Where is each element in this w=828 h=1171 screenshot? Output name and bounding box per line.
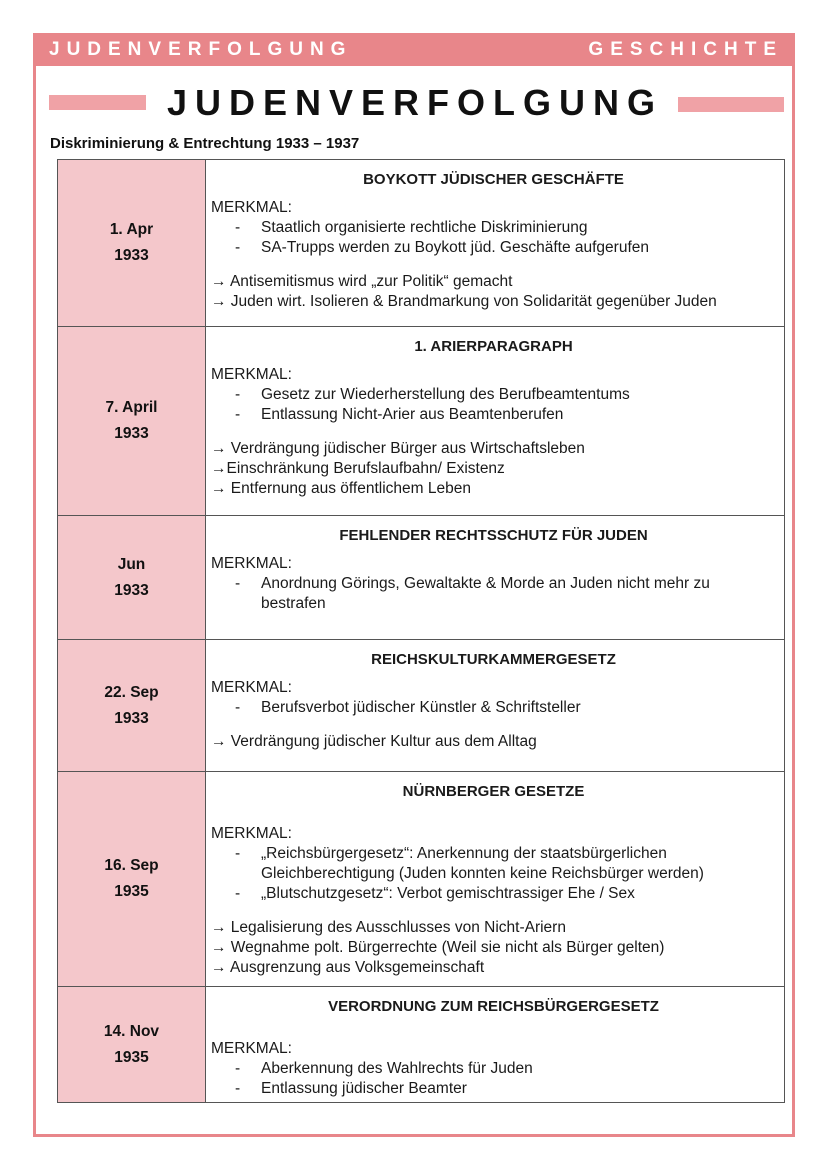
date-label: 16. Sep — [104, 857, 159, 874]
result-item: → Verdrängung jüdischer Kultur aus dem Alltag — [211, 733, 537, 750]
bullet-item: - Entlassung Nicht-Arier aus Beamtenberufen — [235, 406, 564, 423]
result-item: → Legalisierung des Ausschlusses von Nicht-Ariern — [211, 919, 566, 936]
bullet-item: - Entlassung jüdischer Beamter — [235, 1080, 467, 1097]
result-item: → Ausgrenzung aus Volksgemeinschaft — [211, 959, 485, 976]
bullet-item: - „Reichsbürgergesetz“: Anerkennung der staatsbürgerlichen Gleichberechtigung (Juden konnten keine Reichsbürger werden) — [235, 845, 704, 882]
result-item: → Juden wirt. Isolieren & Brandmarkung von Solidarität gegenüber Juden — [211, 293, 717, 310]
table-row — [58, 160, 784, 327]
date-label: 14. Nov — [103, 1022, 160, 1040]
date-cell — [58, 987, 206, 1102]
result-item: → Verdrängung jüdischer Bürger aus Wirtschaftsleben — [211, 440, 585, 457]
entry-heading: REICHSKULTURKAMMERGESETZ — [371, 651, 616, 668]
header-right: GESCHICHTE — [588, 39, 783, 60]
timeline-table — [57, 159, 785, 1103]
year-label: 1933 — [114, 425, 149, 442]
content-cell — [206, 772, 784, 986]
date-cell — [58, 160, 206, 326]
year-label: 1933 — [114, 247, 149, 264]
feature-label: MERKMAL: — [211, 555, 292, 572]
table-row — [58, 640, 784, 772]
entry-heading: NÜRNBERGER GESETZE — [402, 783, 585, 800]
bullet-item: - Berufsverbot jüdischer Künstler & Schriftsteller — [235, 699, 581, 716]
result-item: → Wegnahme polt. Bürgerrechte (Weil sie nicht als Bürger gelten) — [211, 939, 665, 956]
year-label: 1933 — [114, 709, 149, 727]
table-row — [58, 987, 784, 1102]
date-label: 22. Sep — [104, 683, 159, 701]
entry-heading: BOYKOTT JÜDISCHER GESCHÄFTE — [363, 171, 624, 188]
bullet-item: - Staatlich organisierte rechtliche Diskriminierung — [235, 219, 588, 236]
year-label: 1935 — [114, 1048, 149, 1066]
bullet-item: - Anordnung Görings, Gewaltakte & Morde an Juden nicht mehr zu bestrafen — [235, 575, 710, 612]
header-bar — [33, 33, 795, 66]
date-label: 1. Apr — [109, 221, 154, 238]
table-row — [58, 772, 784, 987]
result-item: → Entfernung aus öffentlichem Leben — [211, 480, 471, 497]
feature-label: MERKMAL: — [211, 366, 292, 383]
feature-label: MERKMAL: — [211, 199, 292, 216]
year-label: 1933 — [114, 581, 149, 599]
feature-label: MERKMAL: — [211, 679, 292, 696]
bullet-item: - Gesetz zur Wiederherstellung des Berufbeamtentums — [235, 386, 630, 403]
entry-heading: 1. ARIERPARAGRAPH — [414, 338, 573, 355]
result-item: → Antisemitismus wird „zur Politik“ gemacht — [211, 273, 513, 290]
bullet-item: - „Blutschutzgesetz“: Verbot gemischtrassiger Ehe / Sex — [235, 885, 635, 902]
date-cell — [58, 772, 206, 986]
date-cell — [58, 516, 206, 639]
table-row — [58, 516, 784, 640]
result-item: →Einschränkung Berufslaufbahn/ Existenz — [211, 460, 505, 477]
title-decoration-left — [49, 95, 146, 110]
content-cell — [206, 327, 784, 515]
date-cell — [58, 640, 206, 771]
page-title: JUDENVERFOLGUNG — [166, 82, 664, 123]
bullet-item: - SA-Trupps werden zu Boykott jüd. Geschäfte aufgerufen — [235, 239, 649, 256]
content-cell — [206, 987, 784, 1102]
entry-heading: VERORDNUNG ZUM REICHSBÜRGERGESETZ — [328, 998, 659, 1015]
date-label: 7. April — [105, 399, 158, 416]
header-left: JUDENVERFOLGUNG — [49, 39, 353, 60]
content-cell — [206, 640, 784, 771]
table-row — [58, 327, 784, 516]
bullet-item: - Aberkennung des Wahlrechts für Juden — [235, 1060, 533, 1077]
feature-label: MERKMAL: — [211, 825, 292, 842]
feature-label: MERKMAL: — [211, 1040, 292, 1057]
entry-heading: FEHLENDER RECHTSSCHUTZ FÜR JUDEN — [339, 527, 648, 544]
date-cell — [58, 327, 206, 515]
date-label: Jun — [117, 555, 146, 573]
content-cell — [206, 160, 784, 326]
title-decoration-right — [678, 97, 784, 112]
page-subtitle: Diskriminierung & Entrechtung 1933 – 1937 — [50, 135, 360, 152]
content-cell — [206, 516, 784, 639]
year-label: 1935 — [114, 883, 149, 900]
